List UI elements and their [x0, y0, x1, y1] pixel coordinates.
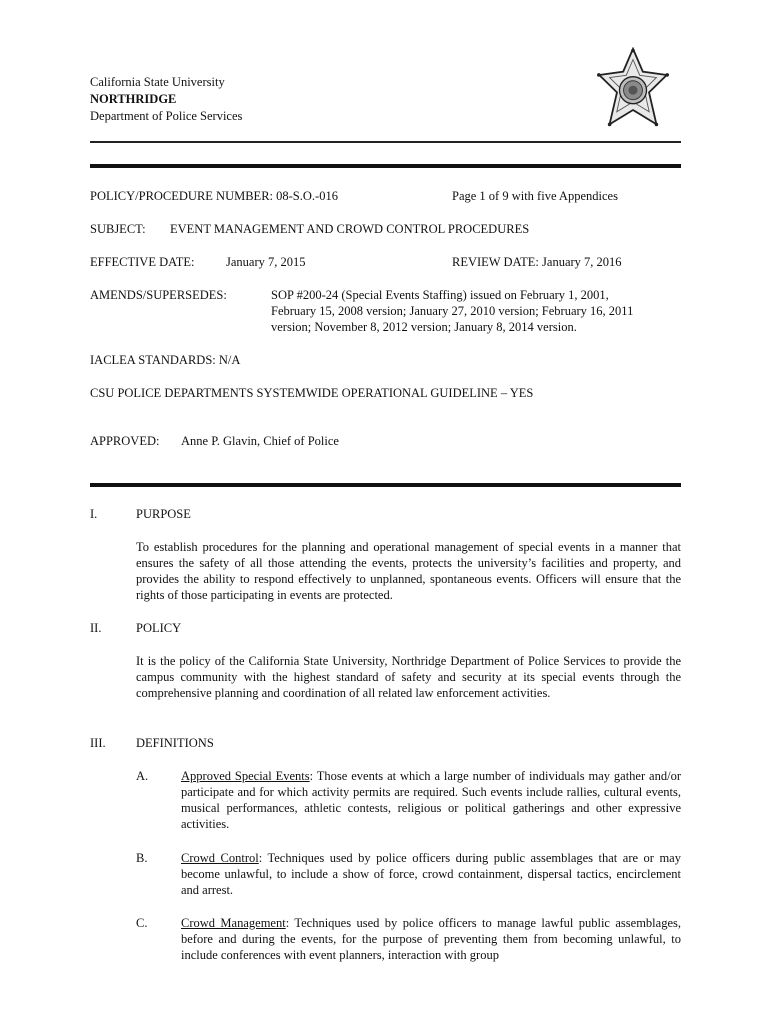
agency-header [90, 74, 242, 125]
campus-name: NORTHRIDGE [90, 92, 177, 106]
section-number-definitions: III. [90, 736, 106, 750]
definition-term-a: Approved Special Events [181, 769, 310, 783]
amends-line-2: February 15, 2008 version; January 27, 2010 version; February 16, 2011 [271, 304, 634, 318]
header-rule-thick [90, 164, 681, 168]
definition-a [181, 768, 681, 832]
meta-rule-thick [90, 483, 681, 487]
subject-value: EVENT MANAGEMENT AND CROWD CONTROL PROCEDURES [170, 222, 530, 236]
definition-c [181, 915, 681, 963]
section-number-purpose: I. [90, 507, 98, 521]
header-rule-thin [90, 141, 681, 143]
police-badge-icon [588, 47, 678, 137]
csu-guideline: CSU POLICE DEPARTMENTS SYSTEMWIDE OPERATIONAL GUIDELINE – YES [90, 386, 534, 400]
amends-label: AMENDS/SUPERSEDES: [90, 288, 227, 302]
policy-number: 08-S.O.-016 [276, 189, 338, 203]
definition-letter-b: B. [136, 851, 148, 865]
review-date [452, 254, 622, 270]
amends-line-1: SOP #200-24 (Special Events Staffing) issued on February 1, 2001, [271, 288, 609, 302]
review-date-value: January 7, 2016 [542, 255, 622, 269]
definition-letter-c: C. [136, 916, 148, 930]
iaclea-standards: IACLEA STANDARDS: N/A [90, 353, 241, 367]
policy-body: It is the policy of the California State University, Northridge Department of Police Services to provide the campus community with the highest standard of safety and security at its special events through the comprehensive planning and coordination of all related law enforcement activities. [136, 654, 681, 700]
university-name: California State University [90, 75, 225, 89]
definition-text-b: : Techniques used by police officers during public assemblages that are or may become unlawful, to include a show of force, crowd containment, dispersal tactics, encirclement and arrest. [181, 851, 681, 897]
section-title-policy: POLICY [136, 621, 182, 635]
definition-term-c: Crowd Management [181, 916, 286, 930]
definition-text-a: : Those events at which a large number of individuals may gather and/or participate and for which activity permits are required. Such events include rallies, cultural events, musical performances, athletic contests, religious or political gatherings and other expressive activities. [181, 769, 681, 831]
section-title-purpose: PURPOSE [136, 507, 191, 521]
approved-label: APPROVED: [90, 434, 160, 448]
page-info: Page 1 of 9 with five Appendices [452, 189, 618, 203]
policy-label: POLICY/PROCEDURE NUMBER: [90, 189, 274, 203]
purpose-body: To establish procedures for the planning and operational management of special events in a manner that ensures the safety of all those attending the events, protects the university’s facilities and property, and provides the ability to respond effectively to unplanned, spontaneous events. Officers will ensure that the rights of those participating in events are protected. [136, 540, 681, 602]
amends-line-3: version; November 8, 2012 version; January 8, 2014 version. [271, 320, 577, 334]
subject-label: SUBJECT: [90, 222, 146, 236]
section-number-policy: II. [90, 621, 102, 635]
effective-date-label: EFFECTIVE DATE: [90, 255, 195, 269]
definition-text-c: : Techniques used by police officers to manage lawful public assemblages, before and during the events, for the purpose of preventing them from becoming unlawful, to include conferences with event planners, interaction with group [181, 916, 681, 962]
definition-b [181, 850, 681, 898]
policy-number-line [90, 188, 338, 204]
section-title-definitions: DEFINITIONS [136, 736, 214, 750]
review-date-label: REVIEW DATE: [452, 255, 539, 269]
effective-date-value: January 7, 2015 [226, 255, 306, 269]
definition-letter-a: A. [136, 769, 149, 783]
definition-term-b: Crowd Control [181, 851, 259, 865]
approved-value: Anne P. Glavin, Chief of Police [181, 434, 339, 448]
department-name: Department of Police Services [90, 109, 243, 123]
